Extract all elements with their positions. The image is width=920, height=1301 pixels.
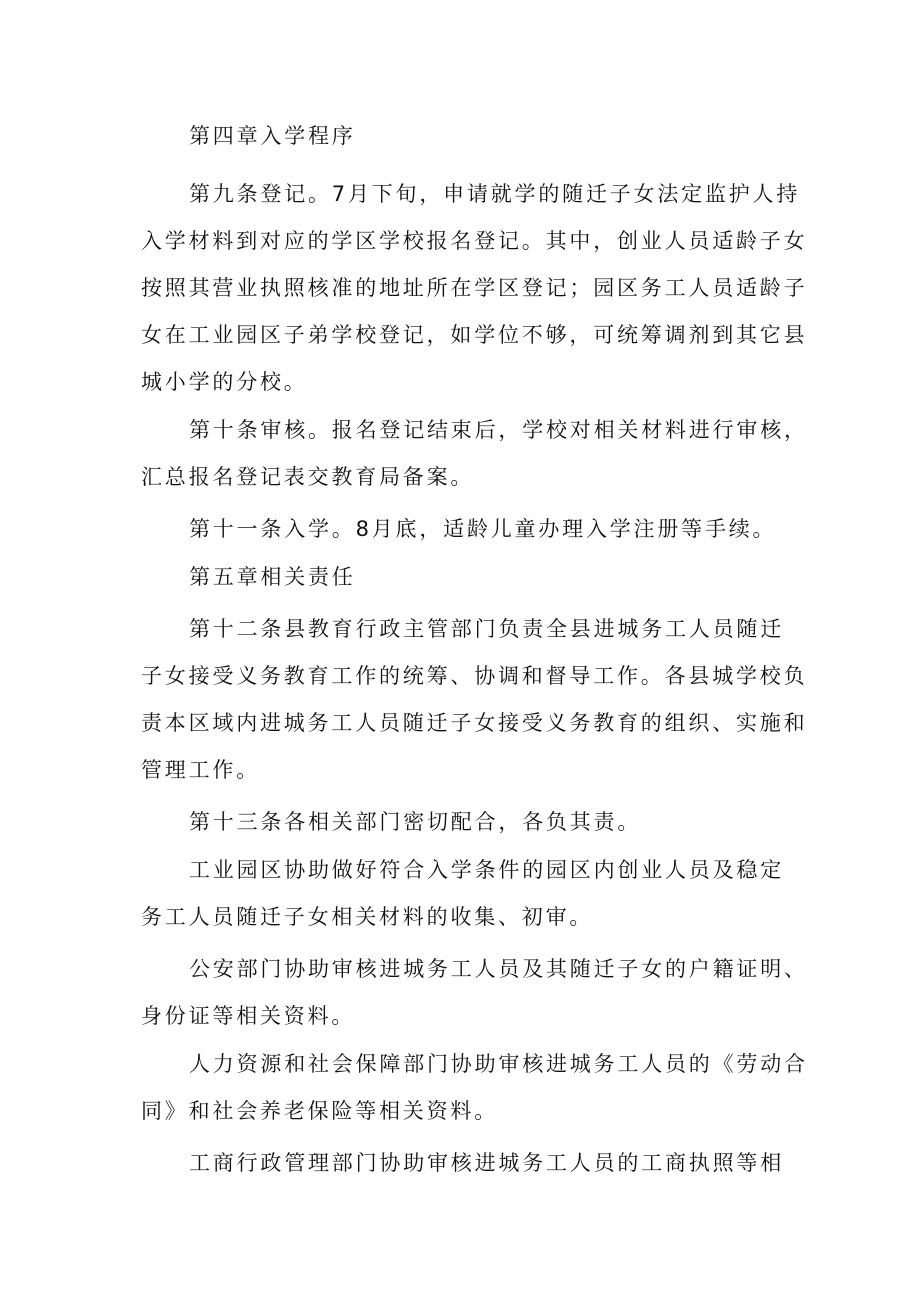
article-12-line-4: 管理工作。: [141, 758, 260, 782]
article-9-line-3: 按照其营业执照核准的地址所在学区登记；园区务工人员适龄子: [141, 276, 808, 300]
public-security-line-2: 身份证等相关资料。: [141, 1004, 356, 1028]
article-10-line-1: 第十条审核。报名登记结束后，学校对相关材料进行审核，: [189, 418, 808, 442]
industry-commerce-line-1: 工商行政管理部门协助审核进城务工人员的工商执照等相: [189, 1151, 784, 1175]
human-resources-line-2: 同》和社会养老保险等相关资料。: [141, 1099, 498, 1123]
industrial-park-line-2: 务工人员随迁子女相关材料的收集、初审。: [141, 905, 594, 929]
article-12-line-1: 第十二条县教育行政主管部门负责全县进城务工人员随迁: [189, 617, 784, 641]
industrial-park-line-1: 工业园区协助做好符合入学条件的园区内创业人员及稳定: [189, 858, 784, 882]
article-12-line-3: 责本区域内进城务工人员随迁子女接受义务教育的组织、实施和: [141, 711, 808, 735]
human-resources-line-1: 人力资源和社会保障部门协助审核进城务工人员的《劳动合: [189, 1052, 808, 1076]
article-13-line-1: 第十三条各相关部门密切配合，各负其责。: [189, 810, 642, 834]
article-10-line-2: 汇总报名登记表交教育局备案。: [141, 465, 475, 489]
article-9-line-5: 城小学的分校。: [141, 370, 308, 394]
article-9-line-2: 入学材料到对应的学区学校报名登记。其中，创业人员适龄子女: [141, 229, 808, 253]
article-9-line-4: 女在工业园区子弟学校登记，如学位不够，可统筹调剂到其它县: [141, 323, 808, 347]
public-security-line-1: 公安部门协助审核进城务工人员及其随迁子女的户籍证明、: [189, 957, 808, 981]
article-12-line-2: 子女接受义务教育工作的统筹、协调和督导工作。各县城学校负: [141, 664, 808, 688]
chapter-5-heading: 第五章相关责任: [189, 565, 356, 589]
chapter-4-heading: 第四章入学程序: [189, 124, 356, 148]
article-11-line-1: 第十一条入学。8月底，适龄儿童办理入学注册等手续。: [189, 517, 777, 541]
article-9-line-1: 第九条登记。7月下旬，申请就学的随迁子女法定监护人持: [189, 182, 801, 206]
